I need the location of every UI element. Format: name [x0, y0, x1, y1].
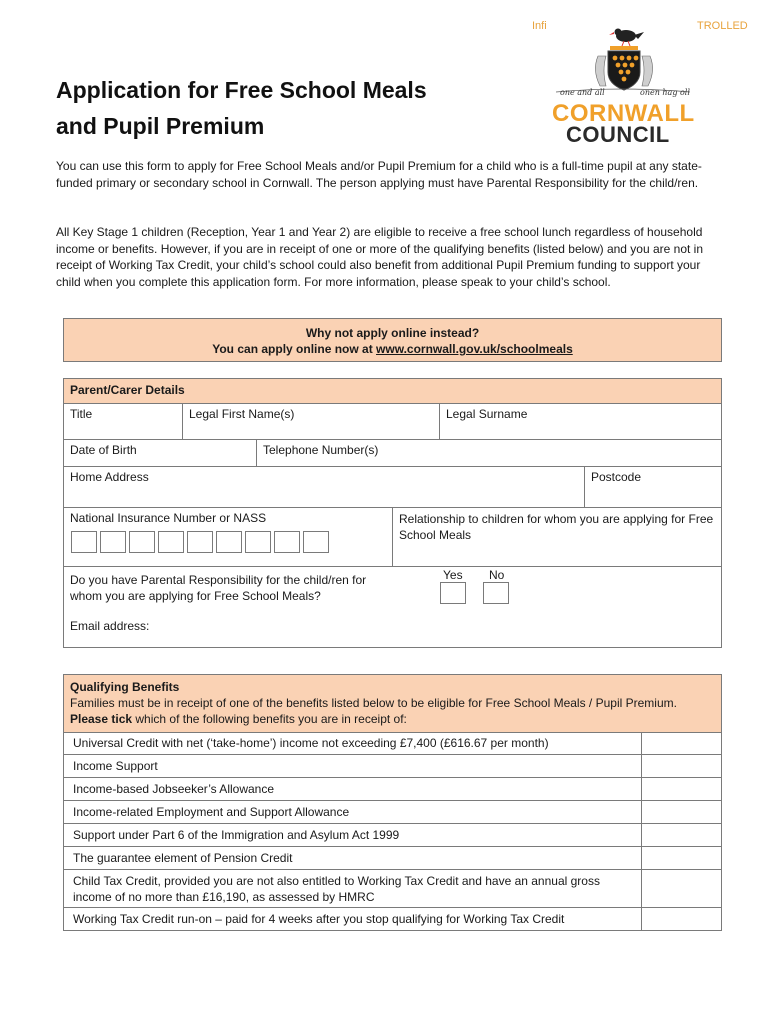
benefit-checkbox[interactable]	[642, 824, 722, 846]
benefit-row	[64, 824, 722, 847]
benefit-checkbox[interactable]	[642, 732, 722, 754]
classification-right: TROLLED	[697, 20, 748, 32]
first-name-field[interactable]	[183, 404, 439, 439]
logo-text-cornwall: CORNWALL	[552, 100, 695, 127]
parent-carer-section	[63, 378, 722, 648]
postcode-field[interactable]	[585, 467, 721, 507]
parent-carer-heading: Parent/Carer Details	[64, 379, 721, 404]
banner-text	[64, 341, 721, 357]
apply-online-banner	[63, 318, 722, 362]
pr-no-checkbox[interactable]	[483, 582, 509, 604]
relationship-label: Relationship to children for whom you are applying for Free School Meals	[399, 512, 714, 542]
intro-paragraph-1: You can use this form to apply for Free School Meals and/or Pupil Premium for a child who is a full-time pupil at any state-funded primary or secondary school in Cornwall. The person applying must have Parental Responsibility for the child/ren.	[56, 159, 702, 190]
ni-digit-box[interactable]	[158, 531, 184, 553]
benefit-row	[64, 847, 722, 870]
benefit-checkbox[interactable]	[642, 908, 722, 930]
title-label: Title	[70, 407, 93, 421]
benefits-intro-part1: Families must be in receipt of one of the benefits listed below to be eligible for Free School Meals / Pupil Premium.	[70, 696, 677, 710]
ni-digit-box[interactable]	[71, 531, 97, 553]
title-line-1: Application for Free School Meals	[56, 77, 427, 103]
benefit-row	[64, 732, 722, 755]
benefit-checkbox[interactable]	[642, 778, 722, 800]
benefit-label: Income-based Jobseeker’s Allowance	[73, 782, 275, 796]
benefit-checkbox[interactable]	[642, 870, 722, 907]
title-field[interactable]	[64, 404, 182, 439]
yes-label: Yes	[443, 568, 463, 582]
cornwall-council-logo	[548, 22, 698, 152]
benefits-intro-bold: Please tick	[70, 712, 133, 726]
ni-digit-box[interactable]	[129, 531, 155, 553]
benefit-label: Universal Credit with net (‘take-home’) income not exceeding £7,400 (£616.67 per month)	[73, 736, 549, 750]
benefit-row	[64, 908, 722, 930]
ni-digit-box[interactable]	[274, 531, 300, 553]
benefit-label: Income Support	[73, 759, 158, 773]
banner-prefix: You can apply online now at	[212, 342, 377, 356]
phone-label: Telephone Number(s)	[263, 443, 379, 457]
motto-left: one and all	[560, 88, 605, 97]
benefits-heading: Qualifying Benefits	[70, 680, 180, 694]
page-title	[56, 72, 526, 144]
ni-number-label: National Insurance Number or NASS	[70, 511, 267, 525]
benefit-label: Working Tax Credit run-on – paid for 4 weeks after you stop qualifying for Working Tax Credit	[73, 912, 565, 926]
benefit-row	[64, 755, 722, 778]
benefit-label: Support under Part 6 of the Immigration and Asylum Act 1999	[73, 828, 400, 842]
pr-question	[64, 569, 389, 607]
phone-field[interactable]	[257, 440, 721, 466]
logo-text-council: COUNCIL	[566, 122, 670, 147]
dob-label: Date of Birth	[70, 443, 137, 457]
benefit-row	[64, 801, 722, 824]
dob-field[interactable]	[64, 440, 256, 466]
ni-digit-box[interactable]	[245, 531, 271, 553]
benefit-row	[64, 778, 722, 801]
address-label: Home Address	[70, 470, 149, 484]
ni-digit-box[interactable]	[216, 531, 242, 553]
address-field[interactable]	[64, 467, 584, 507]
schoolmeals-link[interactable]: www.cornwall.gov.uk/schoolmeals	[376, 342, 573, 356]
benefit-label: The guarantee element of Pension Credit	[73, 851, 293, 865]
ni-digit-box[interactable]	[303, 531, 329, 553]
benefit-checkbox[interactable]	[642, 847, 722, 869]
pr-question-label: Do you have Parental Responsibility for the child/ren for whom you are applying for Free School Meals?	[70, 573, 367, 603]
benefit-row	[64, 870, 722, 908]
classification-left: Infi	[532, 20, 547, 32]
benefits-intro-part2: which of the following benefits you are in receipt of:	[135, 712, 407, 726]
pr-yes-checkbox[interactable]	[440, 582, 466, 604]
first-name-label: Legal First Name(s)	[189, 407, 295, 421]
benefit-label: Income-related Employment and Support Allowance	[73, 805, 350, 819]
banner-heading: Why not apply online instead?	[305, 326, 480, 340]
surname-label: Legal Surname	[446, 407, 528, 421]
email-label: Email address:	[70, 619, 150, 633]
motto-right: onen hag oll	[640, 88, 690, 97]
benefits-intro	[70, 695, 715, 727]
postcode-label: Postcode	[591, 470, 642, 484]
surname-field[interactable]	[440, 404, 721, 439]
benefit-checkbox[interactable]	[642, 755, 722, 777]
benefit-label: Child Tax Credit, provided you are not also entitled to Working Tax Credit and have an annual gross income of no more than £16,190, as assessed by HMRC	[73, 874, 600, 904]
ni-digit-box[interactable]	[100, 531, 126, 553]
intro-paragraph-2: All Key Stage 1 children (Reception, Year 1 and Year 2) are eligible to receive a free school lunch regardless of household income or benefits. However, if you are in receipt of one or more of the qualifying benefits (listed below) and you are not in receipt of Working Tax Credit, your child’s school could also benefit from additional Pupil Premium funding to support your child when you complete this application form. For more information, please speak to your child’s school.	[56, 225, 704, 289]
relationship-field[interactable]	[393, 508, 721, 566]
ni-digit-box[interactable]	[187, 531, 213, 553]
benefit-checkbox[interactable]	[642, 801, 722, 823]
title-line-2: and Pupil Premium	[56, 113, 265, 139]
no-label: No	[489, 568, 505, 582]
benefits-header	[64, 675, 721, 733]
email-field[interactable]	[64, 616, 721, 646]
